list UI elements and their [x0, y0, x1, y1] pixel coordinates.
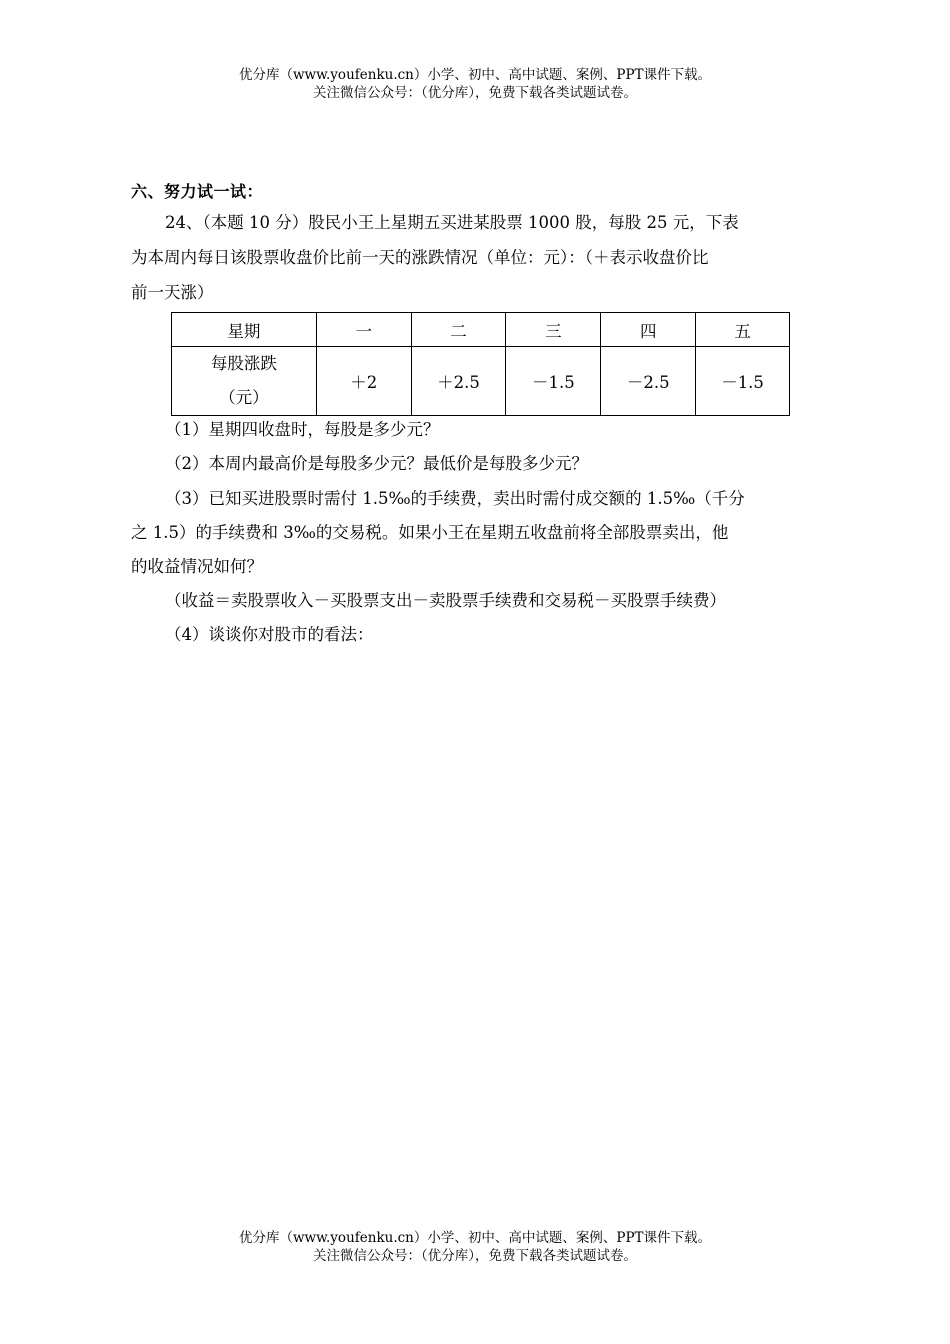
section-title: 六、努力试一试： — [131, 182, 264, 201]
table-day-cell: 四 — [601, 313, 696, 347]
table-value-cell: ＋2.5 — [411, 347, 506, 416]
table-day-cell: 二 — [411, 313, 506, 347]
header-line-1: 优分库（www.youfenku.cn）小学、初中、高中试题、案例、PPT课件下载。 — [238, 67, 712, 83]
table-row-label-line-1: 每股涨跌 — [210, 354, 277, 373]
page-footer — [0, 1229, 950, 1265]
header-line-2: 关注微信公众号：（优分库），免费下载各类试题试卷。 — [313, 85, 637, 101]
table-header-row — [172, 313, 790, 347]
table-value-row — [172, 347, 790, 416]
table-day-cell: 三 — [506, 313, 601, 347]
table-value-cell: －1.5 — [696, 347, 790, 416]
question-3-line-3: 的收益情况如何？ — [131, 557, 263, 576]
table-value-cell: －2.5 — [601, 347, 696, 416]
problem-intro-line-2: 为本周内每日该股票收盘价比前一天的涨跌情况（单位：元）：（＋表示收盘价比 — [131, 248, 709, 267]
table-row-label — [172, 347, 317, 416]
question-2: （2）本周内最高价是每股多少元？最低价是每股多少元？ — [165, 454, 588, 473]
footer-line-2: 关注微信公众号：（优分库），免费下载各类试题试卷。 — [313, 1248, 637, 1264]
question-3-line-1: （3）已知买进股票时需付 1.5‰的手续费，卖出时需付成交额的 1.5‰（千分 — [165, 489, 745, 508]
table-header-label: 星期 — [172, 313, 317, 347]
table-day-cell: 一 — [316, 313, 411, 347]
problem-intro-line-3: 前一天涨） — [131, 283, 214, 302]
question-4: （4）谈谈你对股市的看法： — [165, 625, 374, 644]
footer-line-1: 优分库（www.youfenku.cn）小学、初中、高中试题、案例、PPT课件下载。 — [238, 1230, 712, 1246]
table-value-cell: －1.5 — [506, 347, 601, 416]
table-day-cell: 五 — [696, 313, 790, 347]
table-row-label-line-2: （元） — [219, 388, 269, 407]
question-1: （1）星期四收盘时，每股是多少元？ — [165, 420, 440, 439]
stock-change-table — [171, 312, 790, 416]
question-3-line-2: 之 1.5）的手续费和 3‰的交易税。如果小王在星期五收盘前将全部股票卖出，他 — [131, 523, 729, 542]
page-header — [0, 66, 950, 102]
table-value-cell: ＋2 — [316, 347, 411, 416]
problem-intro-line-1: 24、（本题 10 分）股民小王上星期五买进某股票 1000 股，每股 25 元，下表 — [165, 213, 739, 232]
profit-formula: （收益＝卖股票收入－买股票支出－卖股票手续费和交易税－买股票手续费） — [165, 591, 726, 610]
